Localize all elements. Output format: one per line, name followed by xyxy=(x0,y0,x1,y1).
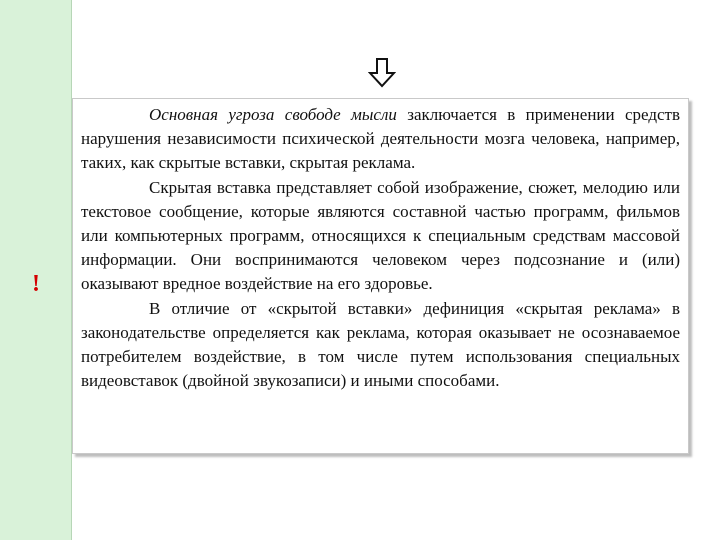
paragraph-2: Скрытая вставка представляет собой изображение, сюжет, мелодию или текстовое сообщение, которые являются составной частью программ, фильмов или компьютерных программ, относящихся к специальным средствам массовой информации. Они воспринимаются человеком через подсознание и (или) оказывают вредное воздействие на его здоровье. xyxy=(81,177,680,294)
paragraph-1 xyxy=(81,103,680,176)
paragraph-3: В отличие от «скрытой вставки» дефиниция «скрытая реклама» в законодательстве определяется как реклама, которая оказывает не осознаваемое потребителем воздействие, в том числе путем использования специальных видеовставок (двойной звукозаписи) и иными способами. xyxy=(81,298,680,391)
paragraph-1-rest: заключается в применении средств нарушения независимости психической деятельности мозга человека, например, таких, как скрытые вставки, скрытая реклама. xyxy=(81,105,680,173)
down-arrow-icon xyxy=(368,58,396,88)
exclamation-mark: ! xyxy=(32,271,40,297)
paragraph-1-lead: Основная угроза свободе мысли xyxy=(149,105,397,124)
text-content-box xyxy=(72,98,689,454)
